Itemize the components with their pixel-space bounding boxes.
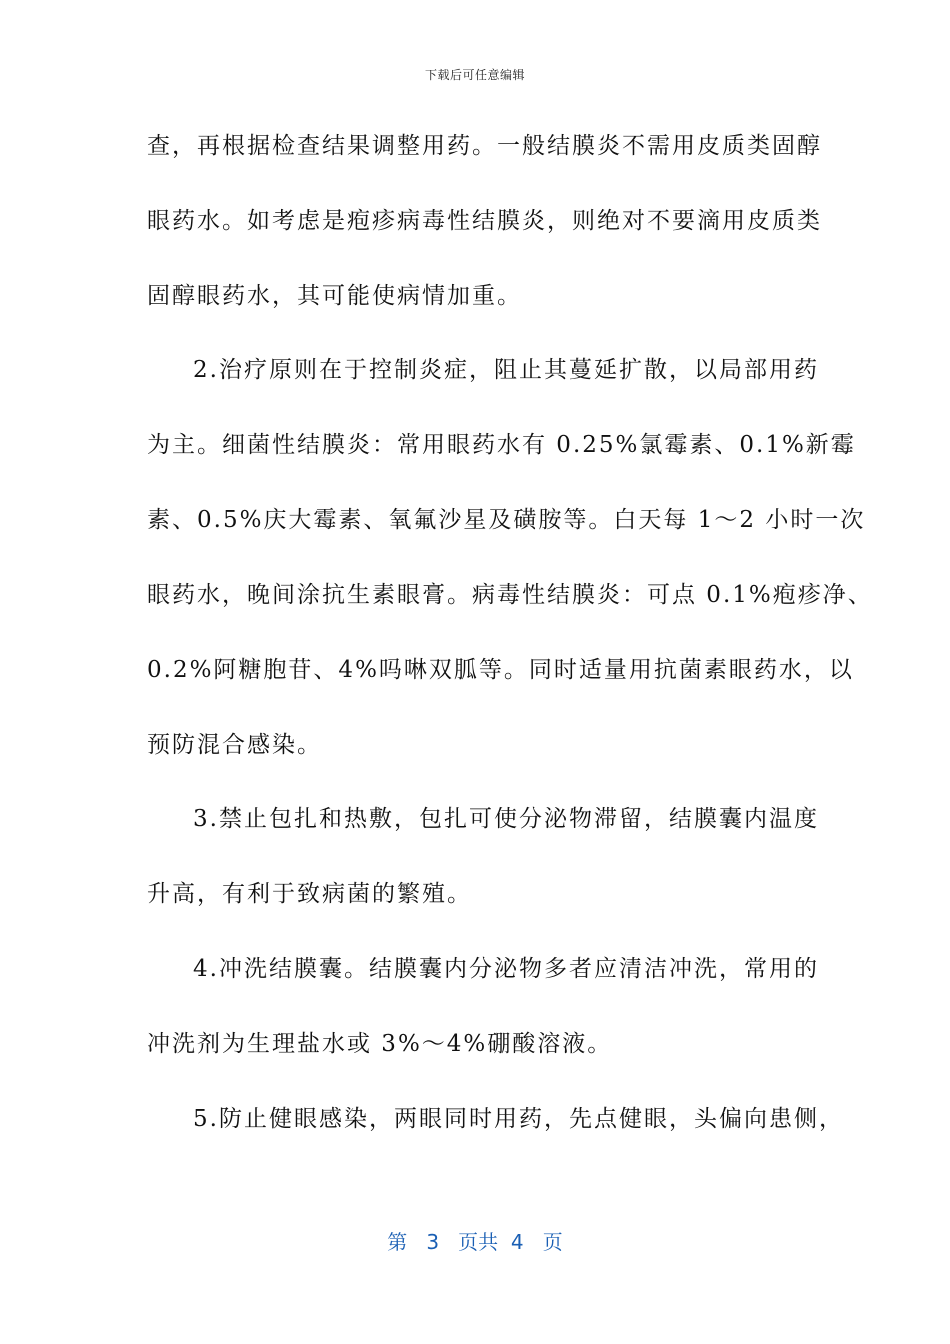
text-line: 眼药水，晚间涂抗生素眼膏。病毒性结膜炎：可点 0.1%疱疹净、 (147, 582, 873, 608)
page-footer (0, 1226, 950, 1255)
paragraph-start-line: 3.禁止包扎和热敷，包扎可使分泌物滞留，结膜囊内温度 (193, 806, 819, 832)
paragraph-start-line: 4.冲洗结膜囊。结膜囊内分泌物多者应清洁冲洗，常用的 (193, 956, 819, 982)
text-line: 为主。细菌性结膜炎：常用眼药水有 0.25%氯霉素、0.1%新霉 (147, 432, 856, 458)
header-note: 下载后可任意编辑 (424, 68, 525, 82)
footer-suffix: 页 (542, 1230, 563, 1254)
text-line: 升高，有利于致病菌的繁殖。 (147, 881, 472, 907)
text-line: 0.2%阿糖胞苷、4%吗啉双胍等。同时适量用抗菌素眼药水，以 (147, 657, 854, 683)
current-page-number: 3 (426, 1230, 440, 1254)
text-line: 预防混合感染。 (147, 732, 322, 758)
total-pages-number: 4 (510, 1230, 524, 1254)
text-line: 眼药水。如考虑是疱疹病毒性结膜炎，则绝对不要滴用皮质类 (147, 208, 822, 234)
text-line: 查，再根据检查结果调整用药。一般结膜炎不需用皮质类固醇 (147, 133, 822, 159)
footer-middle: 页共 (458, 1230, 499, 1254)
footer-prefix: 第 (387, 1230, 408, 1254)
paragraph-start-line: 2.治疗原则在于控制炎症，阻止其蔓延扩散，以局部用药 (193, 357, 819, 383)
text-line: 冲洗剂为生理盐水或 3%～4%硼酸溶液。 (147, 1031, 613, 1057)
paragraph-start-line: 5.防止健眼感染，两眼同时用药，先点健眼，头偏向患侧， (193, 1106, 844, 1132)
text-line: 固醇眼药水，其可能使病情加重。 (147, 283, 522, 309)
text-line: 素、0.5%庆大霉素、氧氟沙星及磺胺等。白天每 1～2 小时一次 (147, 507, 866, 533)
